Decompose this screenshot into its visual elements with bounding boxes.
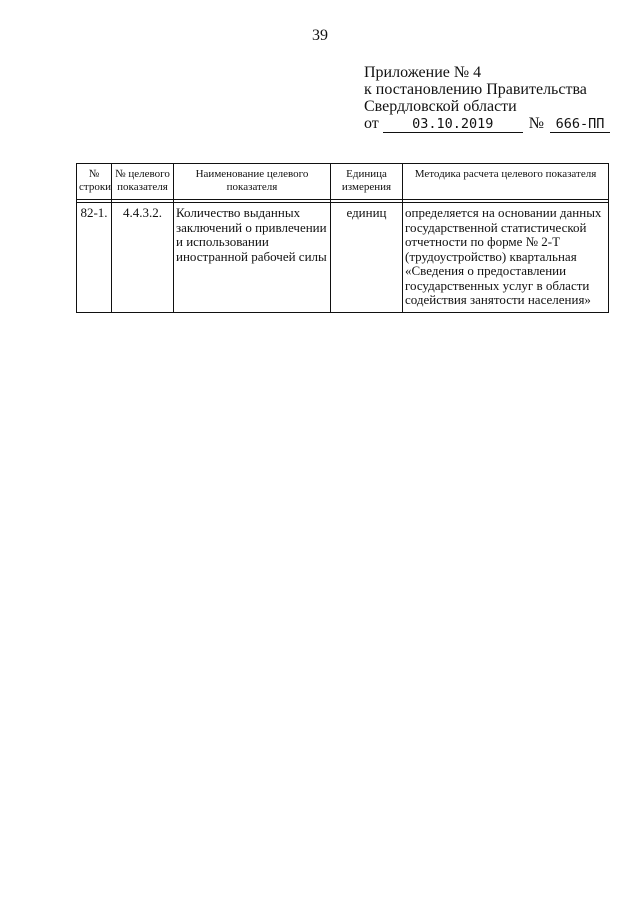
number-label: №: [528, 115, 545, 132]
table-header-row: [77, 164, 609, 200]
appendix-date-number-row: [364, 115, 610, 133]
cell-method: определяется на основании данных государственной статистической отчетности по форме № 2-Т (трудоустройство) квартальная «Сведения о предоставлении государственных услуг в области содействия занятости населения»: [403, 203, 609, 313]
header-row-number: № строки: [77, 164, 112, 200]
resolution-number: 666-ПП: [550, 117, 610, 133]
header-indicator-name: Наименование целевого показателя: [174, 164, 331, 200]
appendix-title: Приложение № 4: [364, 64, 482, 81]
cell-indicator-name: Количество выданных заключений о привлечении и использовании иностранной рабочей силы: [174, 203, 331, 313]
target-indicators-table: [76, 163, 609, 313]
header-method: Методика расчета целевого показателя: [403, 164, 609, 200]
cell-unit: единиц: [331, 203, 403, 313]
appendix-resolution-ref: к постановлению Правительства: [364, 81, 587, 98]
header-unit: Единица измерения: [331, 164, 403, 200]
cell-row-number: 82-1.: [77, 203, 112, 313]
resolution-date: 03.10.2019: [383, 117, 523, 133]
header-indicator-number: № целевого показателя: [112, 164, 174, 200]
date-prefix: от: [364, 115, 379, 132]
appendix-header: [364, 64, 610, 133]
table-row: [77, 203, 609, 313]
cell-indicator-number: 4.4.3.2.: [112, 203, 174, 313]
page-number: 39: [312, 27, 328, 44]
appendix-region: Свердловской области: [364, 98, 517, 115]
